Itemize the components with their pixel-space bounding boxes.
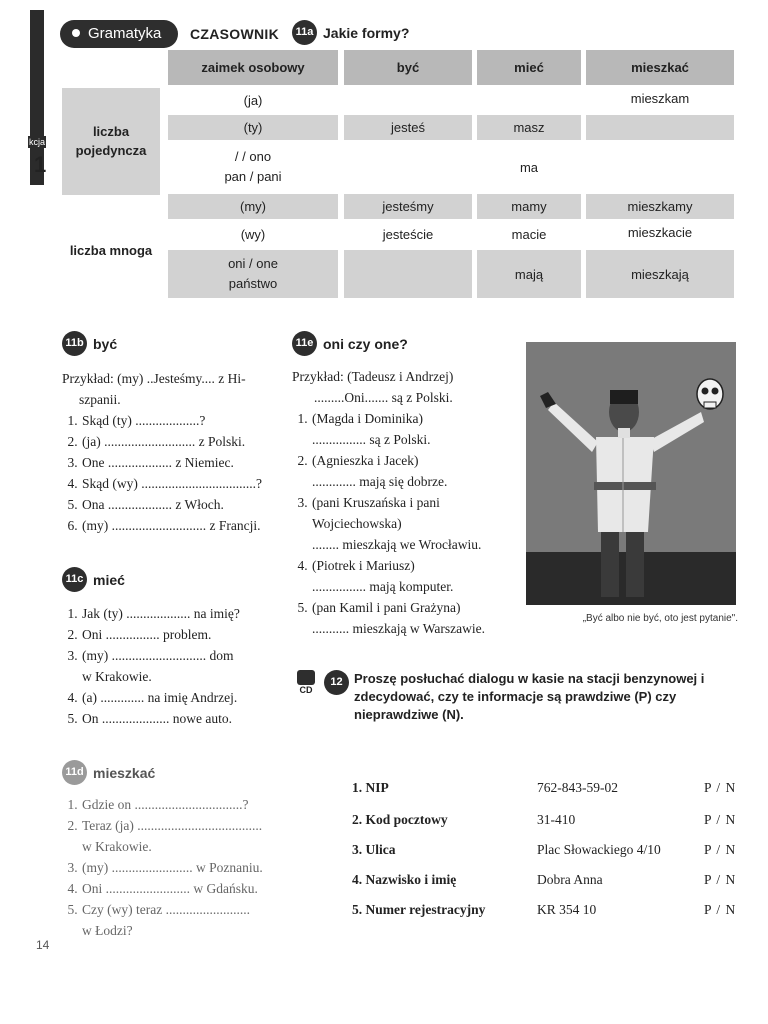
table-cell-miec: mamy (477, 194, 581, 219)
list-item: 1. Jak (ty) ................... na imię? (81, 603, 284, 624)
list-item: 4. Oni ......................... w Gdańsku. (81, 878, 284, 899)
ex11b-title-text: być (93, 335, 118, 352)
list-item-text: (my) ............................ dom (82, 648, 234, 663)
list-item (311, 555, 518, 597)
table-cell-mieszkac: mieszkamy (586, 194, 734, 219)
list-item (311, 492, 518, 555)
cd-disc-icon (297, 670, 315, 685)
ex11b-badge: 11b (62, 331, 87, 356)
list-item-answer: ........... mieszkają w Warszawie. (312, 621, 485, 636)
ex11c-title (62, 567, 125, 592)
bullet-icon (72, 29, 80, 37)
list-item-answer: ................ mają komputer. (312, 579, 454, 594)
grammar-label: Gramatyka (88, 25, 162, 42)
group-label-singular: liczba pojedyncza (62, 88, 160, 195)
table-cell-miec: ma (519, 159, 539, 175)
ex12-row-label: 3. Ulica (352, 842, 396, 857)
list-item: 1. Skąd (ty) ...................? (81, 410, 284, 431)
table-header-mieszkac: mieszkać (586, 50, 734, 85)
list-item: 6. (my) ............................ z Francji. (81, 515, 284, 536)
table-cell-miec: masz (477, 115, 581, 140)
list-item: 3. One ................... z Niemiec. (81, 452, 284, 473)
list-item-text: Teraz (ja) ..................................... (82, 818, 263, 833)
ex12-row-value: Dobra Anna (537, 872, 603, 887)
group-label-plural: liczba mnoga (69, 242, 153, 258)
ex12-row-label: 5. Numer rejestracyjny (352, 902, 486, 917)
table-cell-mieszkac: mieszkają (586, 250, 734, 298)
table-header-pronoun: zaimek osobowy (168, 50, 338, 85)
ex11a-title-text: Jakie formy? (323, 24, 410, 41)
ex11d-badge: 11d (62, 760, 87, 785)
ex11c-title-text: mieć (93, 571, 125, 588)
table-cell-pronoun: (my) (168, 194, 338, 219)
ex12-badge: 12 (324, 670, 349, 695)
chapter-tab-label: kcja (28, 137, 45, 147)
list-item (81, 645, 284, 687)
list-item: 2. Oni ................ problem. (81, 624, 284, 645)
page-number: 14 (36, 938, 50, 952)
hamlet-illustration (526, 342, 736, 605)
list-item-question: (Agnieszka i Jacek) (312, 453, 419, 468)
list-item (81, 815, 284, 857)
ex12-row-pn: P / N (704, 812, 737, 827)
ex12-row-pn: P / N (704, 780, 737, 795)
ex11b-example-cont: szpanii. (79, 392, 121, 407)
ex11c-body (62, 603, 284, 729)
ex12-row-label: 1. NIP (352, 780, 389, 795)
ex12-row-label: 4. Nazwisko i imię (352, 872, 457, 887)
list-item-cont: w Łodzi? (82, 923, 133, 938)
grammar-pill (60, 20, 178, 48)
list-item (311, 597, 518, 639)
ex11b-example: Przykład: (my) ..Jesteśmy.... z Hi- (62, 371, 246, 386)
list-item-answer: ............. mają się dobrze. (312, 474, 448, 489)
table-cell-pronoun: (wy) (240, 227, 266, 242)
table-cell-miec: mają (477, 250, 581, 298)
figure-caption: „Być albo nie być, oto jest pytanie". (582, 613, 738, 624)
list-item (81, 899, 284, 941)
table-cell-byc (344, 250, 472, 298)
table-header-byc: być (344, 50, 472, 85)
list-item-answer: ................ są z Polski. (312, 432, 431, 447)
ex12-row-value: 762-843-59-02 (537, 780, 618, 795)
table-cell-miec: macie (511, 227, 547, 242)
ex11e-example-cont: .........Oni....... są z Polski. (314, 390, 453, 405)
list-item (311, 450, 518, 492)
list-item: 5. Ona ................... z Włoch. (81, 494, 284, 515)
ex11e-body (292, 366, 518, 639)
list-item: 5. On .................... nowe auto. (81, 708, 284, 729)
table-cell-mieszkac (586, 115, 734, 140)
cd-audio-icon (296, 670, 316, 695)
list-item: 3. (my) ........................ w Poznaniu. (81, 857, 284, 878)
ex11c-badge: 11c (62, 567, 87, 592)
list-item-question: (pani Kruszańska i pani Wojciechowska) (312, 495, 440, 531)
ex11d-title (62, 760, 155, 785)
ex12-row-label: 2. Kod pocztowy (352, 812, 448, 827)
table-header-miec: mieć (477, 50, 581, 85)
list-item-answer: ........ mieszkają we Wrocławiu. (312, 537, 482, 552)
ex12-row-value: 31-410 (537, 812, 576, 827)
list-item-cont: w Krakowie. (82, 839, 152, 854)
ex12-row-pn: P / N (704, 902, 737, 917)
list-item (311, 408, 518, 450)
ex11e-example: Przykład: (Tadeusz i Andrzej) (292, 369, 454, 384)
cd-label: CD (299, 685, 313, 695)
ex12-row-pn: P / N (704, 872, 737, 887)
list-item: 4. Skąd (wy) ..................................? (81, 473, 284, 494)
ex11d-title-text: mieszkać (93, 764, 156, 781)
ex11b-body (62, 368, 284, 536)
ex11a-badge: 11a (292, 20, 317, 45)
ex11d-body (62, 794, 284, 941)
ex11e-badge: 11e (292, 331, 317, 356)
table-cell-byc: jesteś (344, 115, 472, 140)
table-cell-pronoun: (ja) (243, 92, 263, 108)
list-item-question: (Magda i Dominika) (312, 411, 423, 426)
list-item-question: (Piotrek i Mariusz) (312, 558, 415, 573)
table-cell-mieszkac: mieszkam (630, 90, 690, 106)
table-cell-mieszkac: mieszkacie (627, 225, 693, 240)
list-item-question: (pan Kamil i pani Grażyna) (312, 600, 461, 615)
list-item: 2. (ja) ........................... z Polski. (81, 431, 284, 452)
table-cell-pronoun: (ty) (168, 115, 338, 140)
section-label: CZASOWNIK (190, 26, 280, 42)
table-cell-pronoun: / / ono pan / pani (224, 149, 282, 184)
ex12-badge-wrap (324, 670, 349, 695)
ex11e-title-text: oni czy one? (323, 335, 408, 352)
table-cell-byc: jesteśmy (344, 194, 472, 219)
ex12-row-value: Plac Słowackiego 4/10 (537, 842, 661, 857)
ex11e-title (292, 331, 408, 356)
list-item-text: Czy (wy) teraz ......................... (82, 902, 250, 917)
hamlet-figure-icon (526, 342, 736, 605)
list-item-cont: w Krakowie. (82, 669, 152, 684)
list-item: 4. (a) ............. na imię Andrzej. (81, 687, 284, 708)
ex12-row-value: KR 354 10 (537, 902, 597, 917)
chapter-number: 1 (34, 152, 47, 177)
ex11b-title (62, 331, 117, 356)
table-cell-pronoun: oni / one państwo (168, 250, 338, 298)
list-item: 1. Gdzie on ................................? (81, 794, 284, 815)
table-cell-byc: jesteście (382, 227, 434, 242)
ex12-instruction: Proszę posłuchać dialogu w kasie na stacji benzynowej i zdecydować, czy te informacje są prawdziwe (P) czy nieprawdziwe (N). (354, 671, 705, 722)
ex12-row-pn: P / N (704, 842, 737, 857)
ex11a-title (292, 20, 409, 45)
